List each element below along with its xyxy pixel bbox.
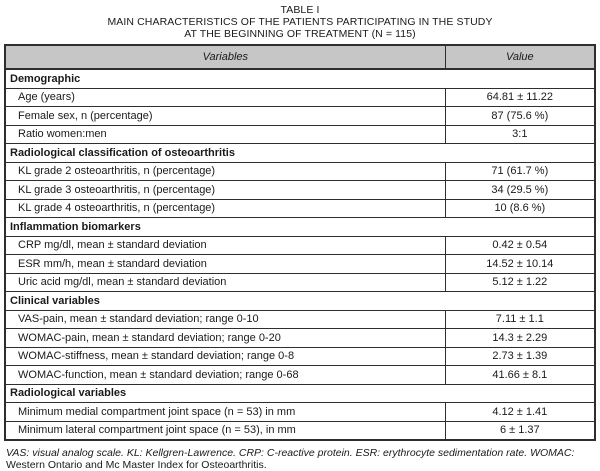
variable-cell: KL grade 2 osteoarthritis, n (percentage) bbox=[5, 162, 445, 181]
variable-cell: KL grade 3 osteoarthritis, n (percentage) bbox=[5, 181, 445, 200]
section-header-cell: Inflammation biomarkers bbox=[5, 218, 595, 237]
table-row bbox=[5, 125, 595, 144]
variable-cell: Ratio women:men bbox=[5, 125, 445, 144]
section-header-row bbox=[5, 384, 595, 403]
table-row bbox=[5, 181, 595, 200]
section-header-row bbox=[5, 144, 595, 163]
table-row bbox=[5, 403, 595, 422]
variable-cell: WOMAC-pain, mean ± standard deviation; range 0-20 bbox=[5, 329, 445, 348]
table-caption bbox=[0, 0, 600, 40]
table-row bbox=[5, 162, 595, 181]
variable-cell: WOMAC-function, mean ± standard deviation; range 0-68 bbox=[5, 366, 445, 385]
variable-cell: CRP mg/dl, mean ± standard deviation bbox=[5, 236, 445, 255]
table-row bbox=[5, 366, 595, 385]
value-cell: 6 ± 1.37 bbox=[445, 421, 595, 440]
value-cell: 64.81 ± 11.22 bbox=[445, 88, 595, 107]
value-cell: 34 (29.5 %) bbox=[445, 181, 595, 200]
value-cell: 71 (61.7 %) bbox=[445, 162, 595, 181]
table-title-line1: MAIN CHARACTERISTICS OF THE PATIENTS PARTICIPATING IN THE STUDY bbox=[107, 16, 493, 28]
value-cell: 14.52 ± 10.14 bbox=[445, 255, 595, 274]
variable-cell: WOMAC-stiffness, mean ± standard deviation; range 0-8 bbox=[5, 347, 445, 366]
table-footnote bbox=[6, 447, 592, 471]
value-cell: 41.66 ± 8.1 bbox=[445, 366, 595, 385]
value-cell: 7.11 ± 1.1 bbox=[445, 310, 595, 329]
column-header-variables: Variables bbox=[5, 45, 445, 69]
patient-characteristics-table bbox=[4, 44, 596, 441]
variable-cell: Female sex, n (percentage) bbox=[5, 107, 445, 126]
table-number: TABLE I bbox=[280, 4, 320, 16]
variable-cell: Minimum medial compartment joint space (n = 53) in mm bbox=[5, 403, 445, 422]
variable-cell: KL grade 4 osteoarthritis, n (percentage) bbox=[5, 199, 445, 218]
table-row bbox=[5, 310, 595, 329]
section-header-row bbox=[5, 69, 595, 88]
section-header-row bbox=[5, 292, 595, 311]
table-header bbox=[5, 45, 595, 69]
variable-cell: ESR mm/h, mean ± standard deviation bbox=[5, 255, 445, 274]
variable-cell: Uric acid mg/dl, mean ± standard deviation bbox=[5, 273, 445, 292]
table-row bbox=[5, 347, 595, 366]
table-row bbox=[5, 236, 595, 255]
value-cell: 10 (8.6 %) bbox=[445, 199, 595, 218]
table-title-line2: AT THE BEGINNING OF TREATMENT (N = 115) bbox=[184, 28, 416, 40]
value-cell: 14.3 ± 2.29 bbox=[445, 329, 595, 348]
variable-cell: Minimum lateral compartment joint space (n = 53), in mm bbox=[5, 421, 445, 440]
table-row bbox=[5, 329, 595, 348]
table-row bbox=[5, 88, 595, 107]
column-header-value: Value bbox=[445, 45, 595, 69]
section-header-cell: Radiological variables bbox=[5, 384, 595, 403]
value-cell: 87 (75.6 %) bbox=[445, 107, 595, 126]
table-row bbox=[5, 273, 595, 292]
section-header-cell: Clinical variables bbox=[5, 292, 595, 311]
footnote-womac-expansion: Western Ontario and Mc Master Index for Osteoarthritis. bbox=[6, 459, 267, 471]
value-cell: 0.42 ± 0.54 bbox=[445, 236, 595, 255]
section-header-cell: Demographic bbox=[5, 69, 595, 88]
value-cell: 3:1 bbox=[445, 125, 595, 144]
variable-cell: VAS-pain, mean ± standard deviation; range 0-10 bbox=[5, 310, 445, 329]
table-body bbox=[5, 69, 595, 440]
footnote-abbreviations: VAS: visual analog scale. KL: Kellgren-Lawrence. CRP: C-reactive protein. ESR: erythrocyte sedimentation rate. WOMAC: bbox=[6, 447, 575, 459]
value-cell: 2.73 ± 1.39 bbox=[445, 347, 595, 366]
variable-cell: Age (years) bbox=[5, 88, 445, 107]
table-row bbox=[5, 107, 595, 126]
table-row bbox=[5, 199, 595, 218]
value-cell: 5.12 ± 1.22 bbox=[445, 273, 595, 292]
header-row bbox=[5, 45, 595, 69]
table-row bbox=[5, 421, 595, 440]
table-row bbox=[5, 255, 595, 274]
section-header-cell: Radiological classification of osteoarthritis bbox=[5, 144, 595, 163]
section-header-row bbox=[5, 218, 595, 237]
value-cell: 4.12 ± 1.41 bbox=[445, 403, 595, 422]
